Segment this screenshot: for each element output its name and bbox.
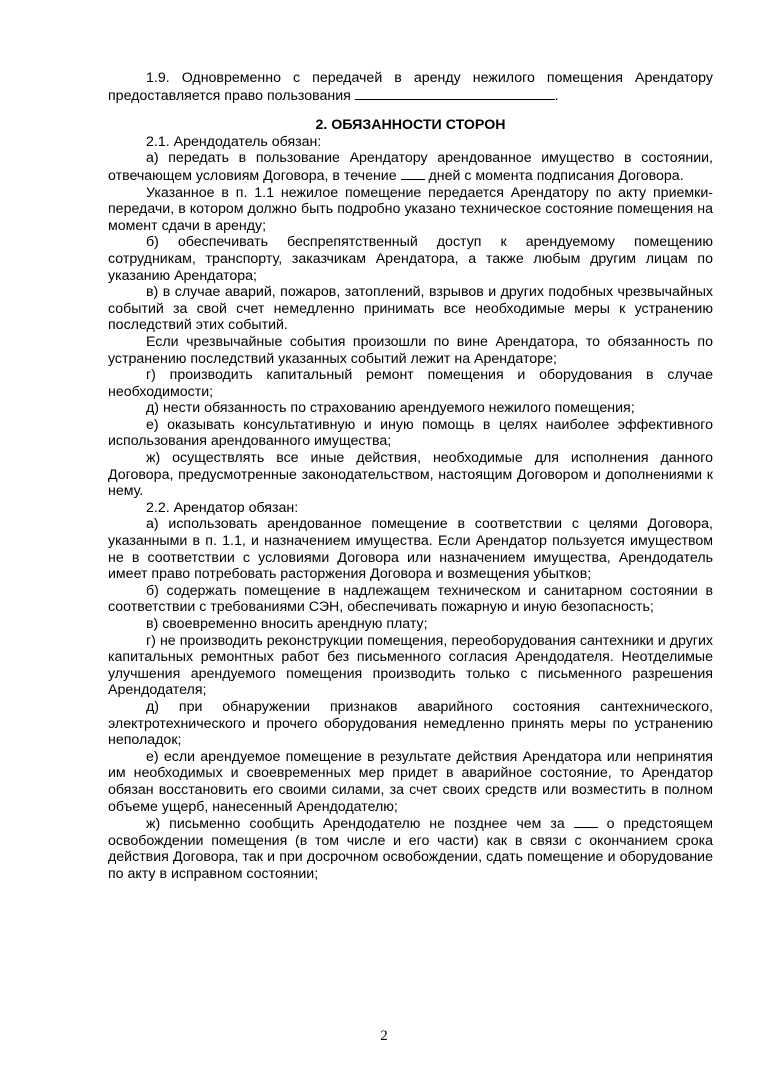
paragraph-2-1-e: е) оказывать консультативную и иную помощь в целях наиболее эффективного использования арендованного имущества; xyxy=(108,416,713,450)
paragraph-1-9-text: 1.9. Одновременно с передачей в аренду нежилого помещения Арендатору предоставляется право пользования xyxy=(108,70,713,104)
paragraph-2-1-a-before: а) передать в пользование Арендатору арендованное имущество в состоянии, отвечающем условиям Договора, в течение xyxy=(108,150,713,184)
paragraph-2-2-b: б) содержать помещение в надлежащем техническом и санитарном состоянии в соответствии с требованиями СЭН, обеспечивать пожарную и иную безопасность; xyxy=(108,582,713,616)
blank-line xyxy=(401,167,425,180)
section-title: 2. ОБЯЗАННОСТИ СТОРОН xyxy=(315,117,506,134)
page-number: 2 xyxy=(380,1028,388,1044)
paragraph-2-2-zh-after: о предстоящем освобождении помещения (в том числе и его части) как в связи с окончанием срока действия Договора, так и при досрочном освобождении, сдать помещение и оборудование по акту в исправном состоянии; xyxy=(108,816,713,882)
paragraph-1-9 xyxy=(108,70,713,104)
paragraph-2-2-a: а) использовать арендованное помещение в соответствии с целями Договора, указанными в п. 1.1, и назначением имущества. Если Арендатор пользуется имуществом не в соответствии с условиями Договора или назначением имущества, Арендодатель имеет право потребовать расторжения Договора и возмещения убытков; xyxy=(108,516,713,583)
blank-line xyxy=(355,87,555,100)
paragraph-2-1-b: б) обеспечивать беспрепятственный доступ к арендуемому помещению сотрудникам, транспорту, заказчикам Арендатора, а также любым другим лицам по указанию Арендатора; xyxy=(108,234,713,284)
paragraph-acceptance-act: Указанное в п. 1.1 нежилое помещение передается Арендатору по акту приемки-передачи, в котором должно быть подробно указано техническое состояние помещения на момент сдачи в аренду; xyxy=(108,184,713,234)
paragraph-2-2-zh-before: ж) письменно сообщить Арендодателю не позднее чем за xyxy=(146,816,565,833)
paragraph-2-2: 2.2. Арендатор обязан: xyxy=(146,499,299,516)
paragraph-2-2-e: е) если арендуемое помещение в результате действия Арендатора или непринятия им необходимых и своевременных мер придет в аварийное состояние, то Арендатор обязан восстановить его своими силами, за счет своих средств или возместить в полном объеме ущерб, нанесенный Арендодателю; xyxy=(108,748,713,815)
paragraph-2-2-g: г) не производить реконструкции помещения, переоборудования сантехники и других капитальных ремонтных работ без письменного согласия Арендодателя. Неотделимые улучшения арендуемого помещения производить только с письменного разрешения Арендодателя; xyxy=(108,632,713,699)
paragraph-2-1-a-after: дней с момента подписания Договора. xyxy=(428,167,684,184)
paragraph-2-1-zh: ж) осуществлять все иные действия, необходимые для исполнения данного Договора, предусмотренные законодательством, настоящим Договором и дополнениями к нему. xyxy=(108,450,713,500)
paragraph-2-1: 2.1. Арендодатель обязан: xyxy=(146,133,322,150)
paragraph-2-1-a xyxy=(108,150,713,184)
paragraph-2-1-d: д) нести обязанность по страхованию арендуемого нежилого помещения; xyxy=(146,400,635,417)
paragraph-2-2-v: в) своевременно вносить арендную плату; xyxy=(146,616,428,632)
paragraph-2-2-zh xyxy=(108,815,713,882)
blank-line xyxy=(574,815,598,828)
paragraph-emergency-fault: Если чрезвычайные события произошли по вине Арендатора, то обязанность по устранению последствий указанных событий лежит на Арендаторе; xyxy=(108,333,713,367)
paragraph-2-1-v: в) в случае аварий, пожаров, затоплений, взрывов и других подобных чрезвычайных событий за свой счет немедленно принимать все необходимые меры к устранению последствий этих событий. xyxy=(108,284,713,334)
paragraph-1-9-end: . xyxy=(554,87,559,104)
document-page xyxy=(108,70,713,883)
paragraph-2-1-g: г) производить капитальный ремонт помещения и оборудования в случае необходимости; xyxy=(108,367,713,400)
paragraph-2-2-d: д) при обнаружении признаков аварийного состояния сантехнического, электротехнического и прочего оборудования немедленно принять меры по устранению неполадок; xyxy=(108,698,713,749)
